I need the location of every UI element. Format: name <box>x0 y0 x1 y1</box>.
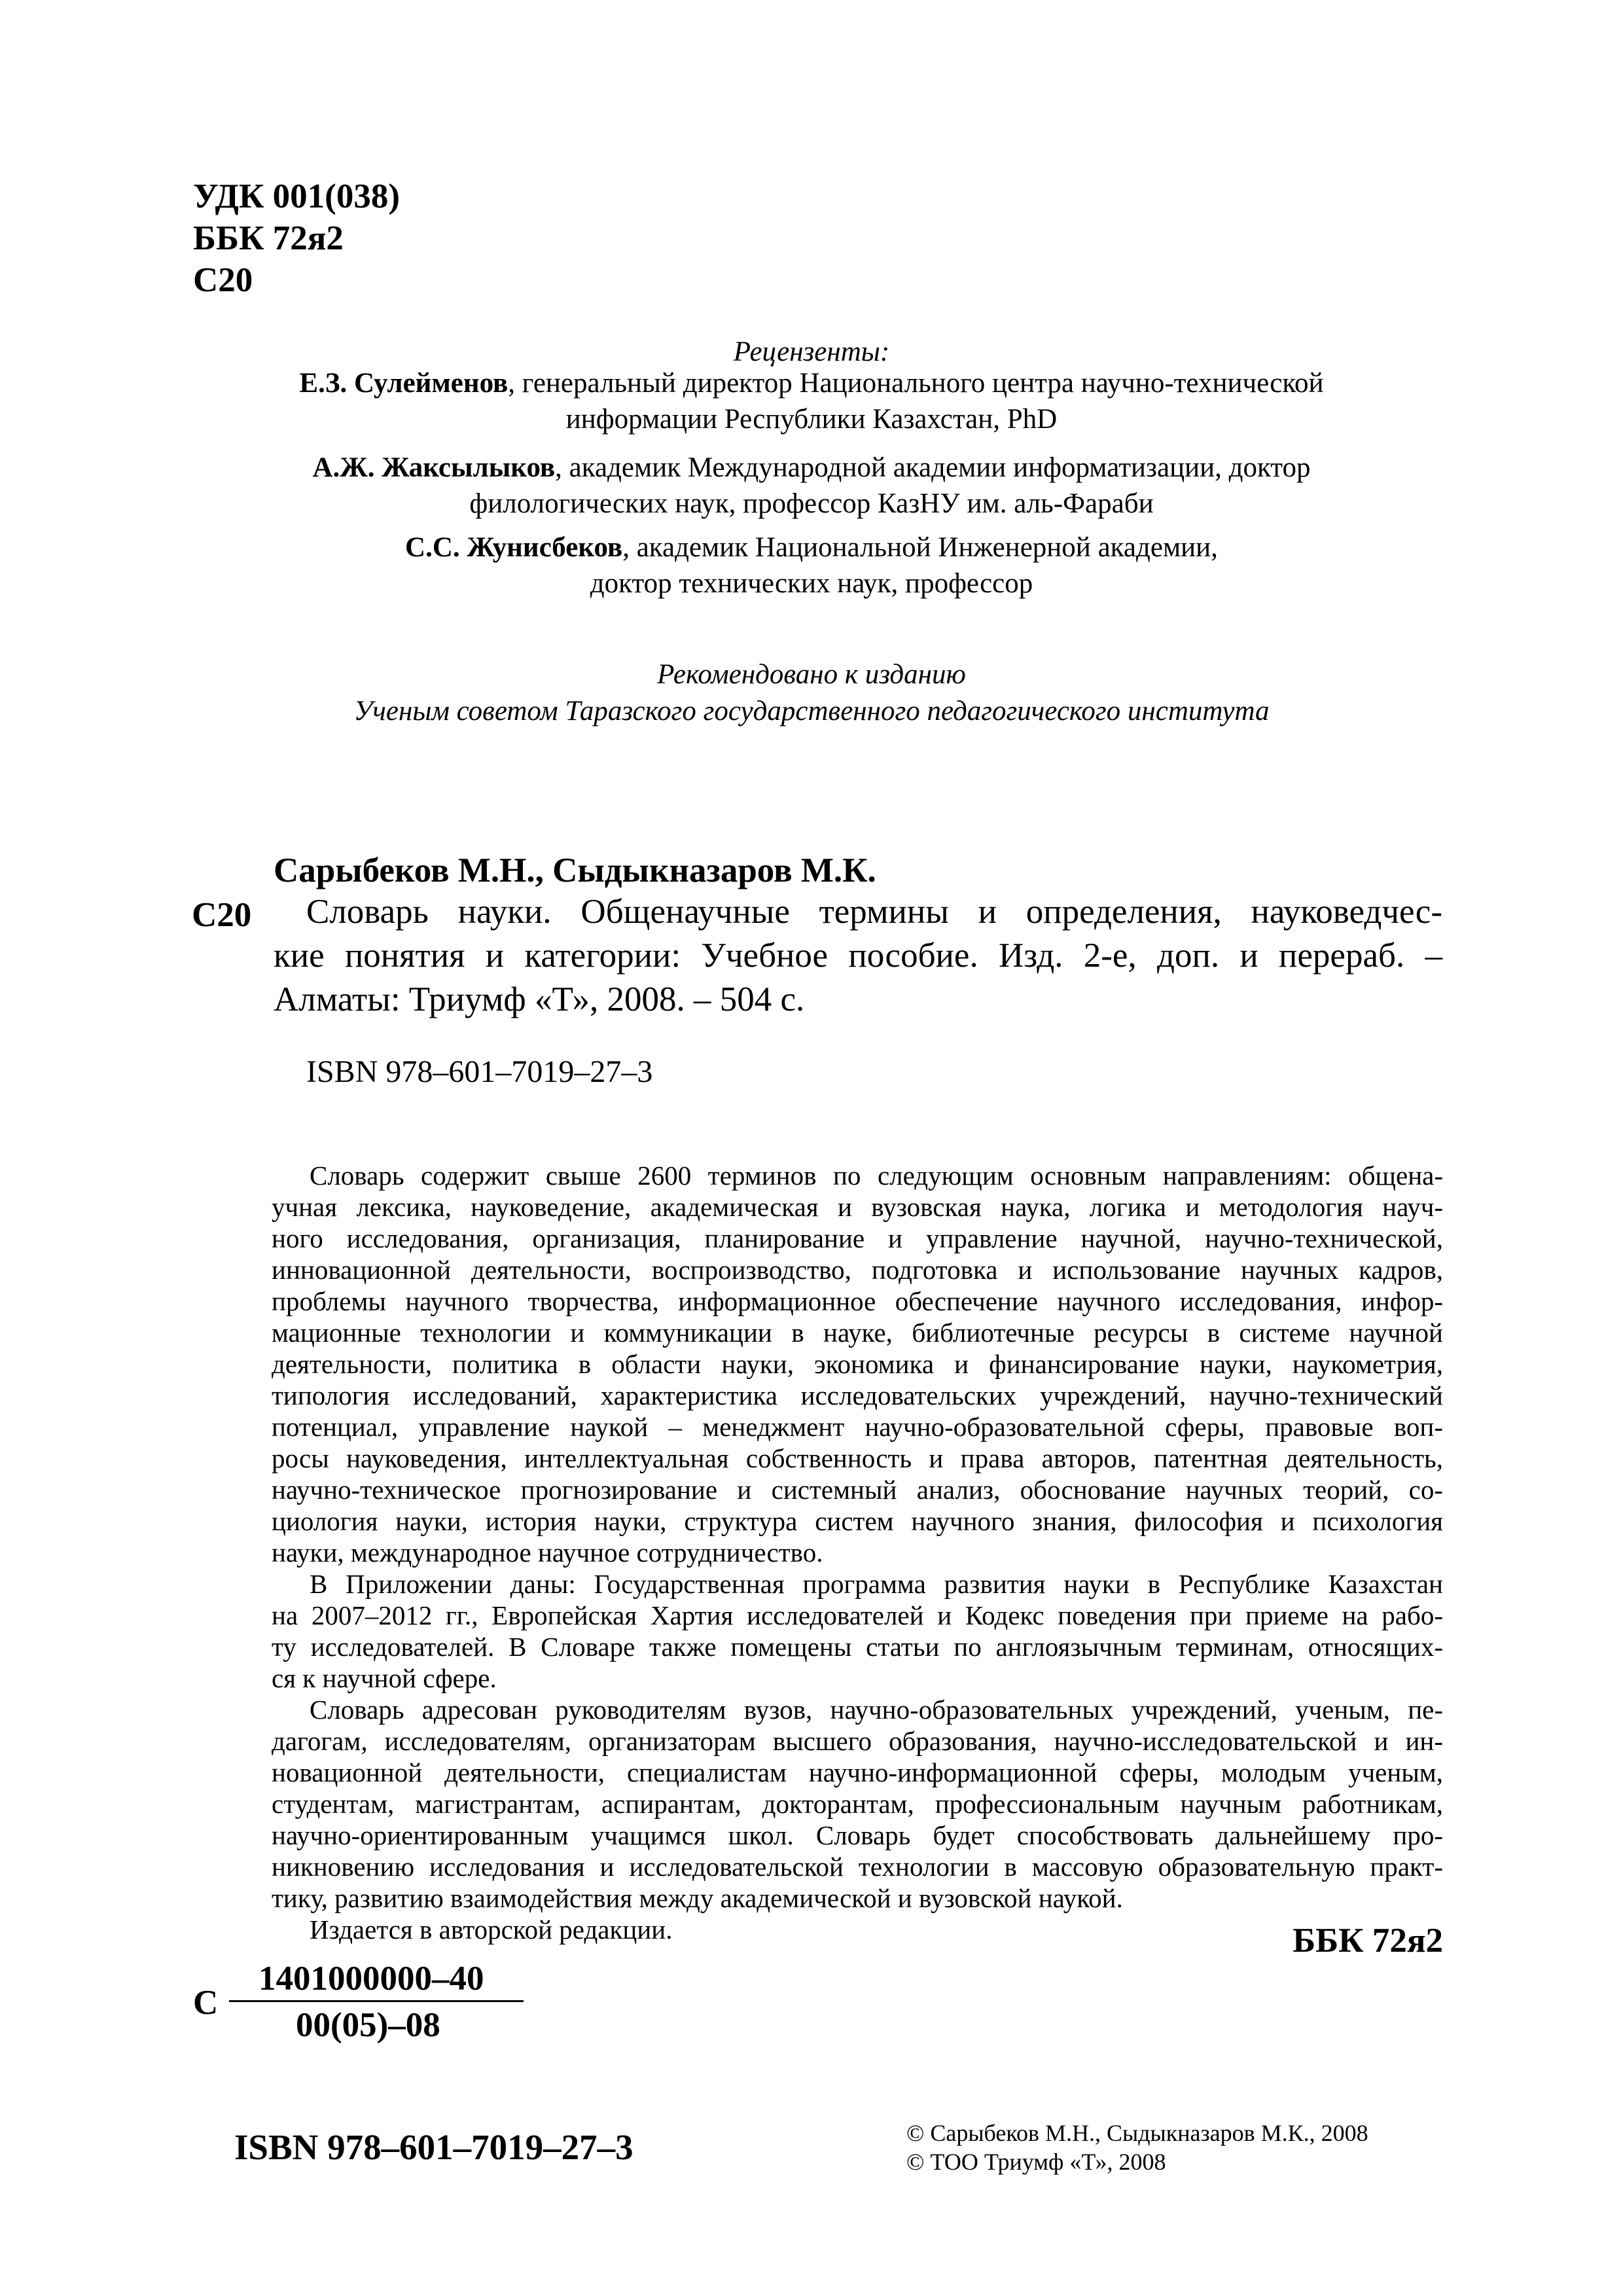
abstract-line: В Приложении даны: Государственная программа развития науки в Республике Казахстан <box>310 1569 1443 1599</box>
abstract-line: росы науковедения, интеллектуальная собственность и права авторов, патентная деятельность, <box>272 1443 1443 1473</box>
publication-recommendation <box>0 656 1623 730</box>
abstract-paragraph-3 <box>272 1694 1443 1914</box>
bbk-code: ББК 72я2 <box>193 219 344 257</box>
bbk-code-bottom: ББК 72я2 <box>1293 1922 1443 1960</box>
abstract-line: ного исследования, организация, планирование и управление научной, научно-технической, <box>272 1223 1443 1253</box>
formula-denominator: 00(05)–08 <box>296 2006 440 2044</box>
abstract-paragraph-1 <box>272 1160 1443 1568</box>
abstract-line: на 2007–2012 гг., Европейская Хартия исследователей и Кодекс поведения при приеме на рабо- <box>272 1600 1443 1630</box>
reviewer-name: А.Ж. Жаксылыков <box>312 452 556 483</box>
reviewer-1 <box>0 365 1623 437</box>
recommendation-line-1: Рекомендовано к изданию <box>657 659 966 690</box>
abstract-line: науки, международное научное сотрудничество. <box>272 1537 823 1568</box>
abstract-line: ту исследователей. В Словаре также помещены статьи по англоязычным терминам, относящих- <box>272 1632 1443 1662</box>
formula-divider <box>229 2000 524 2002</box>
copyright-block <box>906 2119 1368 2176</box>
abstract-paragraph-4 <box>272 1914 1443 1945</box>
reviewer-title-cont: доктор технических наук, профессор <box>590 568 1033 599</box>
abstract-line: Словарь содержит свыше 2600 терминов по следующим основным направлениям: общена- <box>310 1160 1443 1191</box>
abstract-line: тику, развитию взаимодействия между академической и вузовской наукой. <box>272 1883 1123 1913</box>
isbn-bottom: ISBN 978–601–7019–27–3 <box>234 2127 633 2167</box>
abstract-line: Издается в авторской редакции. <box>310 1914 673 1945</box>
abstract-line: проблемы научного творчества, информационное обеспечение научного исследования, инфор- <box>272 1286 1443 1316</box>
abstract-line: деятельности, политика в области науки, экономика и финансирование науки, наукометрия, <box>272 1349 1443 1379</box>
abstract-line: мационные технологии и коммуникации в науке, библиотечные ресурсы в системе научной <box>272 1318 1443 1348</box>
reviewers-heading: Рецензенты: <box>733 336 890 367</box>
abstract-line: студентам, магистрантам, аспирантам, докторантам, профессиональным научным работникам, <box>272 1789 1443 1819</box>
abstract-line: научно-техническое прогнозирование и системный анализ, обоснование научных теорий, со- <box>272 1475 1443 1505</box>
reviewer-name: Е.З. Сулейменов <box>299 368 508 399</box>
formula-numerator: 1401000000–40 <box>259 1960 484 1998</box>
abstract-line: ся к научной сфере. <box>272 1663 497 1693</box>
reviewer-title: , генеральный директор Национального центра научно-технической <box>508 368 1324 399</box>
abstract-line: потенциал, управление наукой – менеджмент научно-образовательной сферы, правовые воп- <box>272 1412 1443 1442</box>
abstract-line: учная лексика, науковедение, академическая и вузовская наука, логика и методология науч- <box>272 1192 1443 1222</box>
abstract <box>272 1160 1443 1945</box>
description-line: Словарь науки. Общенаучные термины и определения, науковедчес- <box>306 893 1442 931</box>
abstract-line: инновационной деятельности, воспроизводство, подготовка и использование научных кадров, <box>272 1255 1443 1285</box>
udk-code: УДК 001(038) <box>193 177 400 215</box>
abstract-line: типология исследований, характеристика исследовательских учреждений, научно-технический <box>272 1380 1443 1410</box>
abstract-line: циология науки, история науки, структура систем научного знания, философия и психология <box>272 1506 1443 1536</box>
recommendation-line-2: Ученым советом Таразского государственного педагогического института <box>353 696 1270 726</box>
bibliographic-description <box>274 890 1442 1022</box>
abstract-line: никновению исследования и исследовательской технологии в массовую образовательную практ- <box>272 1852 1443 1882</box>
abstract-line: дагогам, исследователям, организаторам высшего образования, научно-исследовательской и ин- <box>272 1726 1443 1756</box>
isbn-top: ISBN 978–601–7019–27–3 <box>306 1054 653 1089</box>
copyright-line-1: © Сарыбеков М.Н., Сыдыкназаров М.К., 2008 <box>906 2120 1368 2146</box>
authors: Сарыбеков М.Н., Сыдыкназаров М.К. <box>274 852 876 889</box>
description-line: кие понятия и категории: Учебное пособие. Изд. 2-е, доп. и перераб. – <box>274 937 1442 975</box>
reviewer-title-cont: филологических наук, профессор КазНУ им. аль-Фараби <box>469 488 1154 519</box>
reviewer-2 <box>0 450 1623 522</box>
abstract-line: новационной деятельности, специалистам научно-информационной сферы, молодым ученым, <box>272 1757 1443 1787</box>
reviewer-name: С.С. Жунисбеков <box>405 532 623 563</box>
reviewer-title: , академик Международной академии информатизации, доктор <box>555 452 1311 483</box>
reviewer-3 <box>0 529 1623 601</box>
abstract-line: Словарь адресован руководителям вузов, научно-образовательных учреждений, ученым, пе- <box>310 1695 1443 1725</box>
copyright-line-2: © ТОО Триумф «Т», 2008 <box>906 2149 1166 2175</box>
abstract-paragraph-2 <box>272 1568 1443 1694</box>
author-mark: С20 <box>193 261 253 299</box>
reviewer-title: , академик Национальной Инженерной академии, <box>622 532 1218 563</box>
formula-letter: С <box>193 1984 219 2022</box>
abstract-line: научно-ориентированным учащимся школ. Словарь будет способствовать дальнейшему про- <box>272 1820 1443 1850</box>
reviewer-title-cont: информации Республики Казахстан, PhD <box>565 404 1058 435</box>
classification-codes <box>193 175 400 301</box>
bibliographic-author-mark: С20 <box>192 896 252 934</box>
description-line: Алматы: Триумф «Т», 2008. – 504 с. <box>274 980 805 1018</box>
